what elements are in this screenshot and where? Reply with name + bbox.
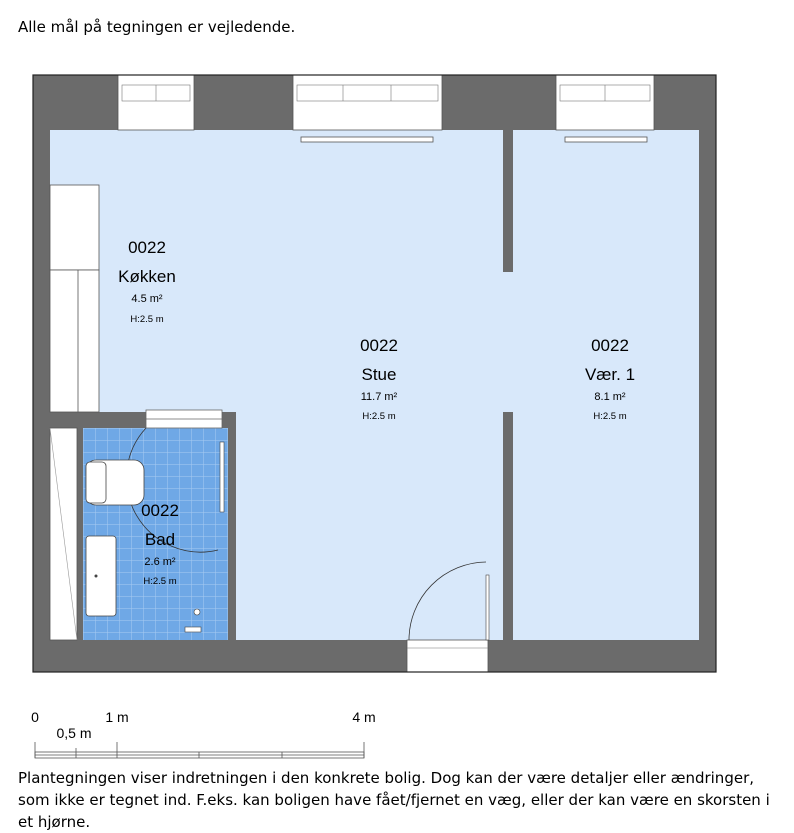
room-height: H:2.5 m bbox=[130, 314, 164, 325]
scale-label-half: 0,5 m bbox=[56, 725, 92, 741]
partition-wall-lower bbox=[503, 412, 513, 640]
room-area: 4.5 m² bbox=[131, 293, 163, 305]
room-code: 0022 bbox=[360, 336, 398, 355]
partition-wall-upper bbox=[503, 130, 513, 272]
kitchen-counter-upper bbox=[50, 185, 99, 270]
room-height: H:2.5 m bbox=[362, 411, 396, 422]
bedroom-floor bbox=[513, 130, 699, 640]
room-name: Vær. 1 bbox=[584, 365, 636, 384]
room-name: Køkken bbox=[118, 267, 176, 286]
bathtub bbox=[86, 536, 116, 616]
towel-rail bbox=[220, 442, 224, 512]
scale-label-4: 4 m bbox=[352, 709, 376, 725]
room-code: 0022 bbox=[128, 238, 166, 257]
toilet bbox=[194, 609, 200, 615]
scale-label-0: 0 bbox=[31, 709, 39, 725]
disclaimer-top: Alle mål på tegningen er vejledende. bbox=[18, 18, 296, 36]
kitchen-counter-lower bbox=[50, 270, 99, 412]
room-area: 11.7 m² bbox=[360, 391, 398, 403]
room-name: Bad bbox=[144, 530, 176, 549]
disclaimer-bottom: Plantegningen viser indretningen i den konkrete bolig. Dog kan der være detaljer eller ændringer, som ikke er tegnet ind. F.eks. kan boligen have fået/fjernet en væg, eller der kan være en skorsten i et hjørne. bbox=[18, 769, 770, 831]
bath-wall-left bbox=[77, 428, 83, 640]
room-area: 2.6 m² bbox=[144, 556, 176, 568]
room-name: Stue bbox=[361, 365, 397, 384]
scale-label-1: 1 m bbox=[105, 709, 129, 725]
room-area: 8.1 m² bbox=[594, 391, 626, 403]
room-code: 0022 bbox=[141, 501, 179, 520]
scale-bar bbox=[31, 709, 376, 758]
room-code: 0022 bbox=[591, 336, 629, 355]
room-height: H:2.5 m bbox=[593, 411, 627, 422]
entrance-opening bbox=[407, 640, 488, 672]
room-height: H:2.5 m bbox=[143, 576, 177, 587]
bath-wall-right bbox=[228, 412, 236, 640]
door-gap-floor bbox=[503, 272, 513, 412]
